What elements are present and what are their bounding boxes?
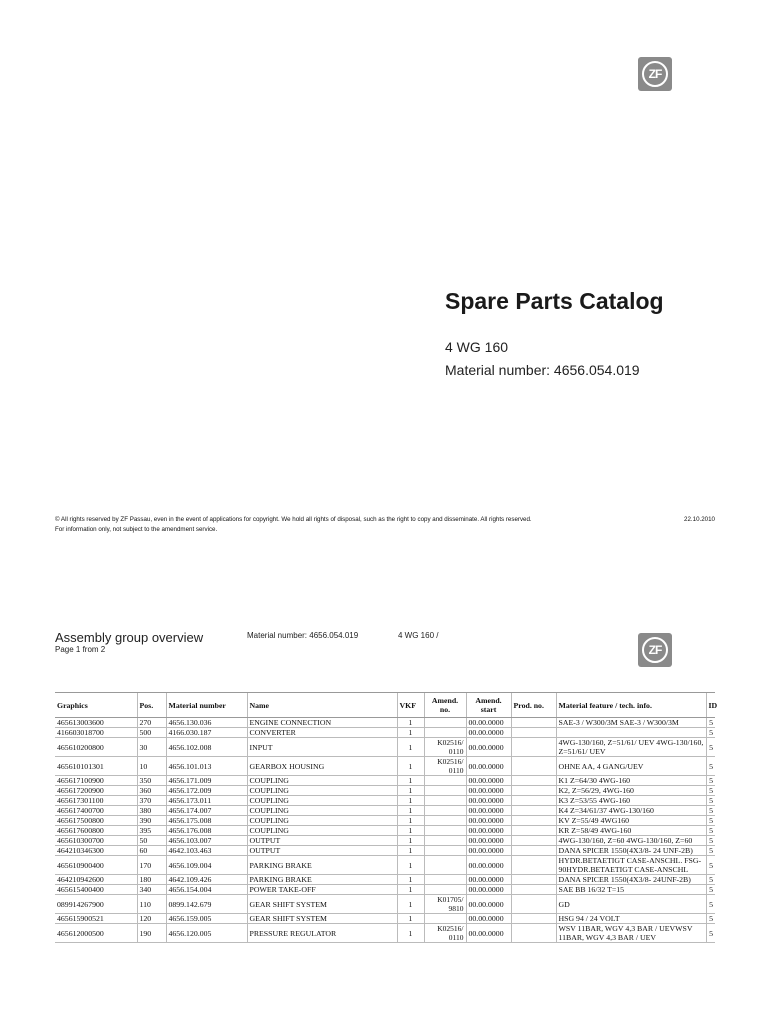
cell-name: ENGINE CONNECTION <box>247 718 397 728</box>
cell-vkf: 1 <box>397 924 424 943</box>
table-row <box>55 826 715 836</box>
cell-name: GEAR SHIFT SYSTEM <box>247 895 397 914</box>
cell-id: 5 <box>706 757 715 776</box>
cell-amend-start: 00.00.0000 <box>466 776 511 786</box>
cell-amend-start: 00.00.0000 <box>466 757 511 776</box>
cell-pos: 120 <box>137 914 166 924</box>
cell-feature: SAE-3 / W300/3M SAE-3 / W300/3M <box>556 718 706 728</box>
cell-prod-no <box>511 924 556 943</box>
cell-vkf: 1 <box>397 826 424 836</box>
cell-feature <box>556 728 706 738</box>
cell-material-number: 4656.176.008 <box>166 826 247 836</box>
cell-material-number: 4656.102.008 <box>166 738 247 757</box>
rights-date: 22.10.2010 <box>684 516 715 523</box>
cell-name: COUPLING <box>247 776 397 786</box>
cell-amend-no <box>424 718 466 728</box>
cell-amend-start: 00.00.0000 <box>466 816 511 826</box>
cell-id: 5 <box>706 856 715 875</box>
cell-amend-no <box>424 826 466 836</box>
cell-amend-no: K02516/ 0110 <box>424 924 466 943</box>
cell-pos: 170 <box>137 856 166 875</box>
cell-prod-no <box>511 914 556 924</box>
cell-graphics: 465610200800 <box>55 738 137 757</box>
cell-vkf: 1 <box>397 875 424 885</box>
cell-feature: WSV 11BAR, WGV 4,3 BAR / UEVWSV 11BAR, WGV 4,3 BAR / UEV <box>556 924 706 943</box>
cell-graphics: 465610101301 <box>55 757 137 776</box>
cell-material-number: 4166.030.187 <box>166 728 247 738</box>
cell-feature: HYDR.BETAETIGT CASE-ANSCHL. FSG-90HYDR.BETAETIGT CASE-ANSCHL <box>556 856 706 875</box>
cell-prod-no <box>511 895 556 914</box>
cell-graphics: 465617500800 <box>55 816 137 826</box>
cell-vkf: 1 <box>397 914 424 924</box>
col-pos: Pos. <box>137 693 166 718</box>
col-graphics: Graphics <box>55 693 137 718</box>
zf-logo-text: ZF <box>642 637 668 663</box>
cell-vkf: 1 <box>397 786 424 796</box>
cell-material-number: 4656.159.005 <box>166 914 247 924</box>
cell-prod-no <box>511 796 556 806</box>
cell-vkf: 1 <box>397 806 424 816</box>
cell-id: 5 <box>706 846 715 856</box>
cell-amend-no <box>424 728 466 738</box>
cell-graphics: 465617600800 <box>55 826 137 836</box>
cell-material-number: 4656.171.009 <box>166 776 247 786</box>
cell-graphics: 465617100900 <box>55 776 137 786</box>
cell-prod-no <box>511 776 556 786</box>
table-row <box>55 885 715 895</box>
cell-amend-start: 00.00.0000 <box>466 836 511 846</box>
cell-feature: KV Z=55/49 4WG160 <box>556 816 706 826</box>
zf-logo-text: ZF <box>642 61 668 87</box>
cell-amend-start: 00.00.0000 <box>466 914 511 924</box>
cell-amend-no <box>424 885 466 895</box>
group-material-number: Material number: 4656.054.019 <box>247 631 359 640</box>
cell-material-number: 4656.174.007 <box>166 806 247 816</box>
cell-graphics: 465615900521 <box>55 914 137 924</box>
cell-graphics: 465617301100 <box>55 796 137 806</box>
table-row <box>55 816 715 826</box>
cell-name: INPUT <box>247 738 397 757</box>
cell-material-number: 4656.101.013 <box>166 757 247 776</box>
table-row <box>55 728 715 738</box>
cell-prod-no <box>511 786 556 796</box>
cell-prod-no <box>511 846 556 856</box>
table-row <box>55 776 715 786</box>
cell-amend-start: 00.00.0000 <box>466 718 511 728</box>
cell-material-number: 4656.172.009 <box>166 786 247 796</box>
cell-id: 5 <box>706 786 715 796</box>
table-row <box>55 914 715 924</box>
cell-feature: K4 Z=34/61/37 4WG-130/160 <box>556 806 706 816</box>
cell-amend-start: 00.00.0000 <box>466 728 511 738</box>
cell-feature: 4WG-130/160, Z=60 4WG-130/160, Z=60 <box>556 836 706 846</box>
cell-amend-no <box>424 796 466 806</box>
page-indicator: Page 1 from 2 <box>55 645 106 654</box>
cell-graphics: 464210346300 <box>55 846 137 856</box>
cell-prod-no <box>511 718 556 728</box>
cell-amend-no <box>424 846 466 856</box>
group-model: 4 WG 160 / <box>398 631 439 640</box>
table-row <box>55 806 715 816</box>
rights-line-1: © All rights reserved by ZF Passau, even in the event of applications for copyright. We hold all rights of disposal, such as the right to copy and disseminate. All rights reserved. <box>55 516 532 523</box>
cell-prod-no <box>511 806 556 816</box>
cell-vkf: 1 <box>397 895 424 914</box>
assembly-group-title: Assembly group overview <box>55 630 204 645</box>
parts-table-body <box>55 718 715 943</box>
cell-graphics: 416603018700 <box>55 728 137 738</box>
cell-amend-start: 00.00.0000 <box>466 846 511 856</box>
cell-amend-no <box>424 856 466 875</box>
cell-graphics: 465612000500 <box>55 924 137 943</box>
cell-id: 5 <box>706 728 715 738</box>
cell-name: COUPLING <box>247 806 397 816</box>
cell-material-number: 4656.130.036 <box>166 718 247 728</box>
cell-amend-no: K02516/ 0110 <box>424 757 466 776</box>
cell-id: 5 <box>706 895 715 914</box>
cell-name: PARKING BRAKE <box>247 856 397 875</box>
cell-prod-no <box>511 738 556 757</box>
cell-feature: K1 Z=64/30 4WG-160 <box>556 776 706 786</box>
cell-amend-no <box>424 836 466 846</box>
cell-name: OUTPUT <box>247 846 397 856</box>
zf-logo <box>638 633 672 667</box>
catalog-title: Spare Parts Catalog <box>445 288 664 314</box>
col-material-number: Material number <box>166 693 247 718</box>
cell-amend-no: K01705/ 9810 <box>424 895 466 914</box>
cell-amend-start: 00.00.0000 <box>466 738 511 757</box>
cell-pos: 340 <box>137 885 166 895</box>
cell-vkf: 1 <box>397 846 424 856</box>
cell-vkf: 1 <box>397 796 424 806</box>
cell-vkf: 1 <box>397 816 424 826</box>
cell-id: 5 <box>706 718 715 728</box>
cell-prod-no <box>511 728 556 738</box>
table-row <box>55 796 715 806</box>
cell-pos: 395 <box>137 826 166 836</box>
parts-table <box>55 692 718 943</box>
cell-material-number: 4642.103.463 <box>166 846 247 856</box>
cell-material-number: 4642.109.426 <box>166 875 247 885</box>
cell-material-number: 4656.175.008 <box>166 816 247 826</box>
cell-graphics: 464210942600 <box>55 875 137 885</box>
table-row <box>55 718 715 728</box>
rights-line-2: For information only, not subject to the amendment service. <box>55 526 218 533</box>
cell-id: 5 <box>706 875 715 885</box>
catalog-material-number: Material number: 4656.054.019 <box>445 362 640 378</box>
cell-amend-start: 00.00.0000 <box>466 786 511 796</box>
cell-vkf: 1 <box>397 757 424 776</box>
cell-graphics: 465615400400 <box>55 885 137 895</box>
cell-id: 5 <box>706 826 715 836</box>
cell-amend-no <box>424 806 466 816</box>
cell-pos: 370 <box>137 796 166 806</box>
cell-pos: 10 <box>137 757 166 776</box>
cell-vkf: 1 <box>397 836 424 846</box>
cell-material-number: 4656.173.011 <box>166 796 247 806</box>
cell-name: PRESSURE REGULATOR <box>247 924 397 943</box>
cell-feature: K3 Z=53/55 4WG-160 <box>556 796 706 806</box>
cell-pos: 350 <box>137 776 166 786</box>
cell-pos: 190 <box>137 924 166 943</box>
cell-amend-start: 00.00.0000 <box>466 875 511 885</box>
cell-vkf: 1 <box>397 718 424 728</box>
cell-graphics: 089914267900 <box>55 895 137 914</box>
table-row <box>55 895 715 914</box>
cell-id: 5 <box>706 914 715 924</box>
cell-feature: 4WG-130/160, Z=51/61/ UEV 4WG-130/160, Z=51/61/ UEV <box>556 738 706 757</box>
cell-amend-start: 00.00.0000 <box>466 895 511 914</box>
cell-amend-no <box>424 816 466 826</box>
col-vkf: VKF <box>397 693 424 718</box>
cell-name: POWER TAKE-OFF <box>247 885 397 895</box>
cell-feature: HSG 94 / 24 VOLT <box>556 914 706 924</box>
cell-material-number: 4656.103.007 <box>166 836 247 846</box>
table-row <box>55 836 715 846</box>
cell-material-number: 0899.142.679 <box>166 895 247 914</box>
cell-material-number: 4656.109.004 <box>166 856 247 875</box>
cell-graphics: 465617400700 <box>55 806 137 816</box>
cell-name: COUPLING <box>247 816 397 826</box>
cell-vkf: 1 <box>397 776 424 786</box>
cell-material-number: 4656.120.005 <box>166 924 247 943</box>
cell-vkf: 1 <box>397 856 424 875</box>
cell-amend-start: 00.00.0000 <box>466 796 511 806</box>
col-amend-no: Amend. no. <box>424 693 466 718</box>
cell-id: 5 <box>706 806 715 816</box>
col-feature: Material feature / tech. info. <box>556 693 706 718</box>
cell-name: OUTPUT <box>247 836 397 846</box>
cell-amend-no <box>424 786 466 796</box>
cell-id: 5 <box>706 836 715 846</box>
cell-amend-no <box>424 776 466 786</box>
cell-feature: DANA SPICER 1550(4X3/8- 24 UNF-2B) <box>556 846 706 856</box>
cell-pos: 30 <box>137 738 166 757</box>
cell-pos: 50 <box>137 836 166 846</box>
cell-id: 5 <box>706 816 715 826</box>
cell-amend-no: K02516/ 0110 <box>424 738 466 757</box>
cell-id: 5 <box>706 738 715 757</box>
cell-prod-no <box>511 885 556 895</box>
cell-name: COUPLING <box>247 786 397 796</box>
cell-name: GEAR SHIFT SYSTEM <box>247 914 397 924</box>
cell-pos: 500 <box>137 728 166 738</box>
cell-feature: OHNE AA, 4 GANG/UEV <box>556 757 706 776</box>
cell-prod-no <box>511 856 556 875</box>
table-header-row <box>55 693 715 718</box>
cell-name: CONVERTER <box>247 728 397 738</box>
cell-pos: 60 <box>137 846 166 856</box>
rights-notice <box>55 515 715 535</box>
cell-amend-start: 00.00.0000 <box>466 924 511 943</box>
cell-amend-start: 00.00.0000 <box>466 856 511 875</box>
cell-feature: DANA SPICER 1550(4X3/8- 24UNF-2B) <box>556 875 706 885</box>
table-row <box>55 875 715 885</box>
cell-amend-start: 00.00.0000 <box>466 806 511 816</box>
cell-prod-no <box>511 836 556 846</box>
cell-feature: KR Z=58/49 4WG-160 <box>556 826 706 836</box>
cell-vkf: 1 <box>397 885 424 895</box>
cell-name: COUPLING <box>247 826 397 836</box>
cell-name: GEARBOX HOUSING <box>247 757 397 776</box>
cell-pos: 270 <box>137 718 166 728</box>
col-amend-start: Amend. start <box>466 693 511 718</box>
cell-feature: SAE BB 16/32 T=15 <box>556 885 706 895</box>
cell-prod-no <box>511 875 556 885</box>
cell-name: PARKING BRAKE <box>247 875 397 885</box>
cell-pos: 180 <box>137 875 166 885</box>
table-row <box>55 786 715 796</box>
catalog-model: 4 WG 160 <box>445 339 509 355</box>
cell-vkf: 1 <box>397 738 424 757</box>
cell-prod-no <box>511 826 556 836</box>
cell-graphics: 465617200900 <box>55 786 137 796</box>
cell-feature: K2, Z=56/29, 4WG-160 <box>556 786 706 796</box>
cell-pos: 380 <box>137 806 166 816</box>
cell-amend-no <box>424 914 466 924</box>
cell-prod-no <box>511 816 556 826</box>
cell-amend-no <box>424 875 466 885</box>
table-row <box>55 924 715 943</box>
cell-graphics: 465613003600 <box>55 718 137 728</box>
cell-id: 5 <box>706 776 715 786</box>
cell-prod-no <box>511 757 556 776</box>
col-prod-no: Prod. no. <box>511 693 556 718</box>
cell-pos: 360 <box>137 786 166 796</box>
cell-material-number: 4656.154.004 <box>166 885 247 895</box>
cell-feature: GD <box>556 895 706 914</box>
col-name: Name <box>247 693 397 718</box>
cell-amend-start: 00.00.0000 <box>466 885 511 895</box>
table-row <box>55 738 715 757</box>
cell-vkf: 1 <box>397 728 424 738</box>
cell-amend-start: 00.00.0000 <box>466 826 511 836</box>
table-row <box>55 846 715 856</box>
cell-graphics: 465610900400 <box>55 856 137 875</box>
cell-id: 5 <box>706 885 715 895</box>
table-row <box>55 856 715 875</box>
cell-name: COUPLING <box>247 796 397 806</box>
cell-pos: 110 <box>137 895 166 914</box>
table-row <box>55 757 715 776</box>
col-id: ID <box>706 693 715 718</box>
cell-pos: 390 <box>137 816 166 826</box>
cell-id: 5 <box>706 924 715 943</box>
zf-logo <box>638 57 672 91</box>
cell-id: 5 <box>706 796 715 806</box>
cell-graphics: 465610300700 <box>55 836 137 846</box>
